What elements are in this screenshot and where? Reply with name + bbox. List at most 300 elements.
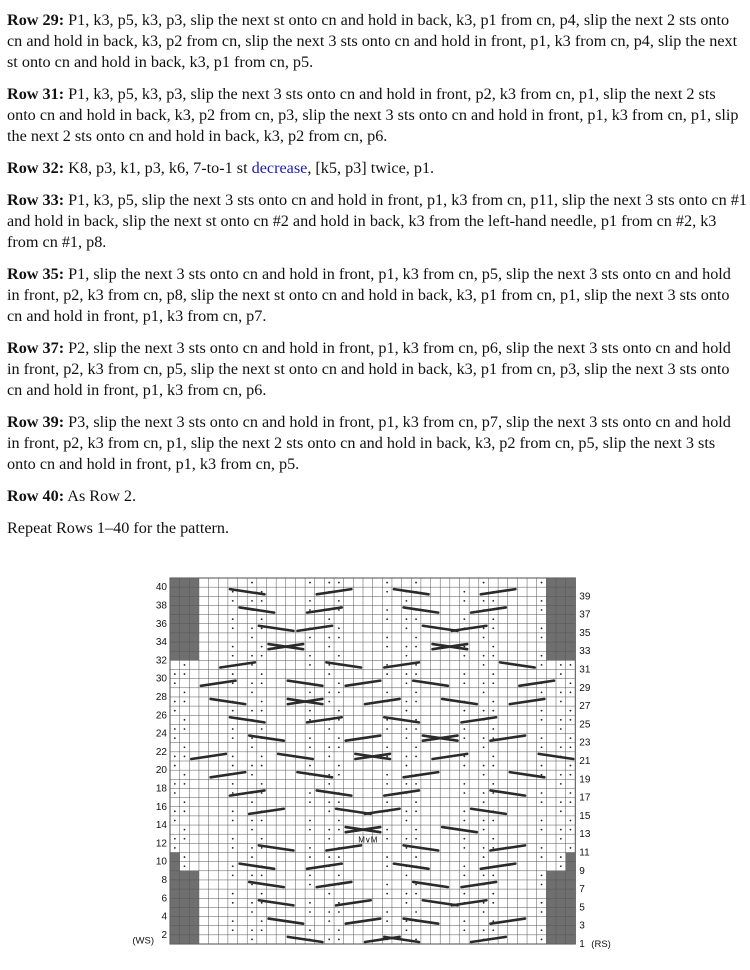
purl-dot (232, 646, 234, 648)
purl-dot (261, 920, 263, 922)
repeat-note: Repeat Rows 1–40 for the pattern. (7, 519, 230, 537)
purl-dot (463, 929, 465, 931)
purl-dot (560, 810, 562, 812)
purl-dot (492, 701, 494, 703)
purl-dot (232, 600, 234, 602)
row-number-left: 28 (155, 691, 167, 703)
purl-dot (174, 701, 176, 703)
purl-dot (261, 600, 263, 602)
purl-dot (251, 627, 253, 629)
purl-dot (570, 710, 572, 712)
purl-dot (386, 838, 388, 840)
purl-dot (541, 600, 543, 602)
purl-dot (232, 728, 234, 730)
purl-dot (415, 701, 417, 703)
row-number-left: 40 (155, 582, 167, 594)
purl-dot (483, 655, 485, 657)
purl-dot (492, 710, 494, 712)
purl-dot (338, 746, 340, 748)
purl-dot (338, 710, 340, 712)
purl-dot (483, 600, 485, 602)
purl-dot (261, 929, 263, 931)
purl-dot (328, 829, 330, 831)
purl-dot (328, 664, 330, 666)
purl-dot (174, 682, 176, 684)
purl-dot (261, 792, 263, 794)
purl-dot (492, 756, 494, 758)
purl-dot (309, 710, 311, 712)
purl-dot (483, 847, 485, 849)
purl-dot (406, 765, 408, 767)
purl-dot (184, 856, 186, 858)
purl-dot (261, 847, 263, 849)
purl-dot (328, 774, 330, 776)
row-number-right: 21 (579, 756, 591, 767)
purl-dot (492, 765, 494, 767)
purl-dot (386, 618, 388, 620)
purl-dot (483, 627, 485, 629)
purl-dot (261, 756, 263, 758)
purl-dot (483, 746, 485, 748)
purl-dot (261, 618, 263, 620)
purl-dot (483, 801, 485, 803)
purl-dot (251, 664, 253, 666)
row-number-right: 29 (579, 682, 591, 694)
row-label: Row 40: (7, 487, 65, 505)
purl-dot (338, 911, 340, 913)
purl-dot (251, 710, 253, 712)
purl-dot (483, 874, 485, 876)
row-number-right: 5 (579, 902, 585, 914)
row-number-right: 27 (579, 701, 591, 713)
row-label: Row 31: (7, 85, 65, 103)
purl-dot (406, 710, 408, 712)
purl-dot (541, 820, 543, 822)
purl-dot (328, 673, 330, 675)
purl-dot (492, 618, 494, 620)
purl-dot (483, 856, 485, 858)
purl-dot (570, 691, 572, 693)
purl-dot (406, 655, 408, 657)
purl-dot (261, 673, 263, 675)
purl-dot (232, 783, 234, 785)
row-label: Row 37: (7, 339, 65, 357)
purl-dot (570, 737, 572, 739)
purl-dot (406, 902, 408, 904)
purl-dot (338, 719, 340, 721)
rs-label: (RS) (591, 939, 611, 950)
purl-dot (406, 646, 408, 648)
purl-dot (174, 783, 176, 785)
purl-dot (328, 920, 330, 922)
purl-dot (541, 746, 543, 748)
purl-dot (492, 929, 494, 931)
purl-dot (463, 682, 465, 684)
purl-dot (415, 856, 417, 858)
purl-dot (415, 664, 417, 666)
purl-dot (232, 929, 234, 931)
purl-dot (483, 582, 485, 584)
purl-dot (415, 746, 417, 748)
purl-dot (415, 637, 417, 639)
row-text: P2, slip the next 3 sts onto cn and hold in front, p1, k3 from cn, p6, slip the next 3 sts onto cn and hold in front, p2, k3 from cn, p5, slip the next st onto cn and hold in back, k3, p1 from cn, p3, slip the next 3 sts onto cn and hold in front, p1, k3 from cn, p6. (7, 339, 731, 399)
purl-dot (251, 746, 253, 748)
purl-dot (174, 673, 176, 675)
purl-dot (309, 911, 311, 913)
purl-dot (483, 637, 485, 639)
row-text: As Row 2. (64, 487, 137, 505)
purl-dot (261, 710, 263, 712)
purl-dot (309, 582, 311, 584)
purl-dot (560, 838, 562, 840)
purl-dot (309, 691, 311, 693)
purl-dot (541, 737, 543, 739)
row-number-left: 30 (155, 673, 167, 685)
purl-dot (309, 902, 311, 904)
purl-dot (232, 792, 234, 794)
purl-dot (386, 673, 388, 675)
purl-dot (463, 865, 465, 867)
row-number-left: 14 (155, 820, 167, 832)
purl-dot (184, 746, 186, 748)
purl-dot (560, 728, 562, 730)
purl-dot (328, 856, 330, 858)
row-35-instruction (7, 264, 747, 327)
purl-dot (463, 920, 465, 922)
purl-dot (386, 884, 388, 886)
row-number-right: 37 (579, 609, 591, 621)
row-number-right: 19 (579, 774, 591, 786)
purl-dot (492, 783, 494, 785)
row-label: Row 35: (7, 265, 65, 283)
purl-dot (174, 710, 176, 712)
purl-dot (415, 691, 417, 693)
purl-dot (386, 893, 388, 895)
row-label: Row 29: (7, 11, 65, 29)
purl-dot (463, 756, 465, 758)
purl-dot (415, 801, 417, 803)
purl-dot (541, 929, 543, 931)
purl-dot (415, 829, 417, 831)
purl-dot (406, 838, 408, 840)
purl-dot (184, 719, 186, 721)
purl-dot (386, 637, 388, 639)
decrease-link[interactable]: decrease (251, 159, 308, 177)
purl-dot (309, 820, 311, 822)
purl-dot (541, 847, 543, 849)
row-number-left: 38 (155, 600, 167, 612)
purl-dot (570, 664, 572, 666)
purl-dot (406, 701, 408, 703)
purl-dot (328, 582, 330, 584)
purl-dot (328, 618, 330, 620)
row-number-left: 34 (155, 637, 167, 649)
purl-dot (251, 682, 253, 684)
purl-dot (560, 664, 562, 666)
purl-dot (251, 737, 253, 739)
purl-dot (406, 600, 408, 602)
purl-dot (251, 600, 253, 602)
purl-dot (492, 627, 494, 629)
purl-dot (541, 801, 543, 803)
row-number-right: 23 (579, 737, 591, 749)
purl-dot (415, 838, 417, 840)
purl-dot (251, 655, 253, 657)
purl-dot (328, 939, 330, 941)
purl-dot (463, 810, 465, 812)
row-number-right: 35 (579, 627, 591, 639)
purl-dot (570, 847, 572, 849)
row-text: K8, p3, k1, p3, k6, 7-to-1 st (64, 159, 252, 177)
purl-dot (492, 820, 494, 822)
purl-dot (232, 618, 234, 620)
purl-dot (483, 829, 485, 831)
row-39-instruction (7, 412, 747, 475)
purl-dot (309, 874, 311, 876)
purl-dot (338, 856, 340, 858)
purl-dot (386, 920, 388, 922)
purl-dot (541, 911, 543, 913)
purl-dot (406, 627, 408, 629)
ws-label: (WS) (132, 935, 154, 947)
purl-dot (309, 765, 311, 767)
purl-dot (463, 737, 465, 739)
purl-dot (463, 783, 465, 785)
purl-dot (232, 765, 234, 767)
purl-dot (338, 774, 340, 776)
purl-dot (560, 865, 562, 867)
purl-dot (251, 691, 253, 693)
purl-dot (174, 728, 176, 730)
purl-dot (386, 783, 388, 785)
purl-dot (415, 719, 417, 721)
purl-dot (463, 600, 465, 602)
purl-dot (174, 737, 176, 739)
row-number-left: 36 (155, 618, 167, 630)
purl-dot (406, 728, 408, 730)
purl-dot (406, 847, 408, 849)
row-text: , [k5, p3] twice, p1. (307, 159, 435, 177)
purl-dot (309, 929, 311, 931)
row-label: Row 32: (7, 159, 65, 177)
purl-dot (261, 838, 263, 840)
purl-dot (415, 582, 417, 584)
purl-dot (492, 737, 494, 739)
purl-dot (463, 765, 465, 767)
purl-dot (386, 911, 388, 913)
purl-dot (338, 682, 340, 684)
purl-dot (261, 591, 263, 593)
purl-dot (232, 893, 234, 895)
purl-dot (492, 655, 494, 657)
row-text: P1, k3, p5, k3, p3, slip the next 3 sts onto cn and hold in front, p2, k3 from cn, p1, slip the next 2 sts onto cn and hold in back, k3, p2 from cn, p3, slip the next 3 sts onto cn and hold in front, p1, k3 from cn, p1, slip the next 2 sts onto cn and hold in back, k3, p2 from cn, p6. (7, 85, 739, 145)
purl-dot (251, 884, 253, 886)
purl-dot (483, 664, 485, 666)
purl-dot (415, 618, 417, 620)
purl-dot (232, 838, 234, 840)
purl-dot (463, 655, 465, 657)
purl-dot (483, 765, 485, 767)
purl-dot (251, 765, 253, 767)
chart-svg (120, 574, 630, 958)
purl-dot (386, 582, 388, 584)
purl-dot (232, 682, 234, 684)
row-33-instruction (7, 190, 747, 253)
purl-dot (328, 810, 330, 812)
purl-dot (184, 801, 186, 803)
purl-dot (184, 701, 186, 703)
purl-dot (406, 810, 408, 812)
purl-dot (386, 865, 388, 867)
purl-dot (328, 783, 330, 785)
purl-dot (386, 774, 388, 776)
purl-dot (184, 865, 186, 867)
row-number-left: 26 (155, 710, 167, 722)
purl-dot (261, 655, 263, 657)
purl-dot (492, 920, 494, 922)
purl-dot (261, 893, 263, 895)
purl-dot (483, 691, 485, 693)
purl-dot (406, 618, 408, 620)
purl-dot (541, 637, 543, 639)
purl-dot (232, 902, 234, 904)
purl-dot (338, 637, 340, 639)
row-number-right: 1 (579, 939, 585, 950)
purl-dot (251, 820, 253, 822)
purl-dot (338, 829, 340, 831)
purl-dot (251, 874, 253, 876)
purl-dot (570, 719, 572, 721)
purl-dot (483, 774, 485, 776)
purl-dot (174, 820, 176, 822)
row-number-left: 22 (155, 746, 167, 758)
purl-dot (338, 939, 340, 941)
purl-dot (232, 756, 234, 758)
row-number-right: 15 (579, 810, 591, 822)
purl-dot (338, 820, 340, 822)
purl-dot (232, 655, 234, 657)
purl-dot (406, 673, 408, 675)
purl-dot (483, 792, 485, 794)
row-number-left: 6 (161, 893, 167, 905)
purl-dot (251, 847, 253, 849)
purl-dot (251, 902, 253, 904)
purl-dot (338, 609, 340, 611)
purl-dot (570, 774, 572, 776)
purl-dot (309, 792, 311, 794)
purl-dot (338, 627, 340, 629)
purl-dot (570, 765, 572, 767)
purl-dot (483, 929, 485, 931)
purl-dot (463, 618, 465, 620)
row-number-right: 9 (579, 865, 585, 877)
purl-dot (328, 691, 330, 693)
row-number-right: 31 (579, 664, 591, 676)
purl-dot (261, 902, 263, 904)
purl-dot (415, 939, 417, 941)
purl-dot (483, 911, 485, 913)
purl-dot (184, 728, 186, 730)
knitting-chart (120, 574, 630, 958)
purl-dot (415, 810, 417, 812)
purl-dot (541, 582, 543, 584)
purl-dot (386, 756, 388, 758)
purl-dot (406, 756, 408, 758)
purl-dot (386, 691, 388, 693)
purl-dot (541, 774, 543, 776)
row-number-right: 3 (579, 920, 585, 932)
purl-dot (560, 856, 562, 858)
purl-dot (184, 774, 186, 776)
row-number-right: 39 (579, 591, 591, 603)
purl-dot (570, 792, 572, 794)
purl-dot (232, 591, 234, 593)
purl-dot (560, 829, 562, 831)
purl-dot (541, 609, 543, 611)
purl-dot (386, 856, 388, 858)
purl-dot (492, 847, 494, 849)
purl-dot (251, 637, 253, 639)
purl-dot (541, 710, 543, 712)
purl-dot (463, 591, 465, 593)
purl-dot (415, 728, 417, 730)
purl-dot (184, 664, 186, 666)
purl-dot (463, 673, 465, 675)
purl-dot (463, 874, 465, 876)
purl-dot (386, 591, 388, 593)
purl-dot (261, 783, 263, 785)
purl-dot (338, 600, 340, 602)
purl-dot (483, 820, 485, 822)
row-number-right: 7 (579, 884, 585, 896)
purl-dot (415, 783, 417, 785)
row-number-right: 11 (579, 847, 590, 859)
purl-dot (483, 902, 485, 904)
purl-dot (541, 902, 543, 904)
purl-dot (232, 737, 234, 739)
purl-dot (492, 902, 494, 904)
purl-dot (328, 756, 330, 758)
row-label: Row 33: (7, 191, 65, 209)
purl-dot (309, 746, 311, 748)
purl-dot (386, 728, 388, 730)
purl-dot (328, 911, 330, 913)
purl-dot (309, 801, 311, 803)
purl-dot (184, 691, 186, 693)
purl-dot (406, 874, 408, 876)
purl-dot (338, 582, 340, 584)
row-number-left: 10 (155, 856, 167, 868)
row-37-instruction (7, 338, 747, 401)
purl-dot (463, 820, 465, 822)
purl-dot (232, 820, 234, 822)
row-40-instruction (7, 486, 747, 507)
purl-dot (261, 701, 263, 703)
purl-dot (415, 673, 417, 675)
purl-dot (174, 838, 176, 840)
purl-dot (560, 673, 562, 675)
purl-dot (184, 838, 186, 840)
purl-dot (415, 884, 417, 886)
purl-dot (184, 673, 186, 675)
purl-dot (338, 874, 340, 876)
purl-dot (232, 865, 234, 867)
purl-dot (483, 710, 485, 712)
purl-dot (261, 874, 263, 876)
purl-dot (174, 810, 176, 812)
purl-dot (251, 856, 253, 858)
purl-dot (463, 838, 465, 840)
